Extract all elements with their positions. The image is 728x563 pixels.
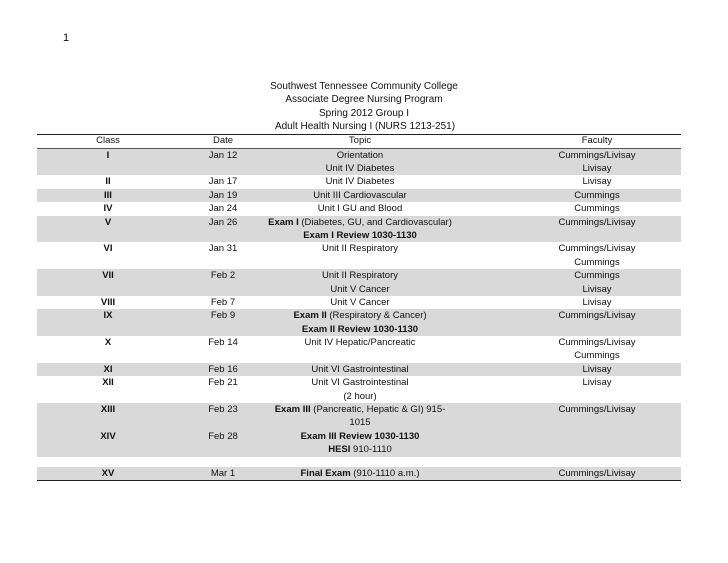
topic-text: Unit V Cancer xyxy=(330,296,390,308)
faculty-cell: Cummings/Livisay xyxy=(558,404,636,416)
faculty-cell: Livisay xyxy=(582,377,612,389)
topic-cell xyxy=(261,296,459,309)
topic-cell xyxy=(261,376,459,389)
class-cell: II xyxy=(105,176,111,188)
column-header-date: Date xyxy=(212,135,234,146)
topic-cell xyxy=(261,175,459,188)
topic-cell xyxy=(261,242,459,255)
topic-text: Unit IV Hepatic/Pancreatic xyxy=(304,337,416,349)
topic-cell xyxy=(261,390,459,403)
faculty-cell: Cummings/Livisay xyxy=(558,310,636,322)
faculty-cell: Cummings/Livisay xyxy=(558,337,636,349)
table-row xyxy=(37,148,681,162)
table-row xyxy=(37,162,681,175)
table-row xyxy=(37,229,681,242)
table-row xyxy=(37,416,681,429)
date-cell: Feb 21 xyxy=(208,377,238,389)
table-row xyxy=(37,175,681,188)
date-cell: Feb 23 xyxy=(208,404,238,416)
table-row xyxy=(37,256,681,269)
topic-cell xyxy=(261,309,459,322)
table-row xyxy=(37,216,681,229)
topic-cell xyxy=(261,443,459,456)
date-cell: Mar 1 xyxy=(210,467,236,479)
class-cell: V xyxy=(104,216,112,228)
topic-cell xyxy=(261,202,459,215)
topic-bold: Exam III Review 1030-1130 xyxy=(300,430,420,442)
class-cell: III xyxy=(104,189,112,201)
header-term: Spring 2012 Group I xyxy=(318,107,410,119)
faculty-cell: Cummings xyxy=(574,350,620,362)
topic-bold: Exam II xyxy=(293,310,327,322)
header-course: Adult Health Nursing I (NURS 1213-251) xyxy=(274,121,456,133)
faculty-cell: Cummings/Livisay xyxy=(558,243,636,255)
topic-text: Orientation xyxy=(336,149,384,161)
topic-cell xyxy=(261,336,459,349)
topic-text: (Respiratory & Cancer) xyxy=(326,310,427,322)
class-cell: VIII xyxy=(100,296,116,308)
table-row xyxy=(37,269,681,282)
topic-cell xyxy=(261,323,459,336)
topic-text: Unit V Cancer xyxy=(330,283,390,295)
schedule-table xyxy=(37,134,681,481)
topic-text: (2 hour) xyxy=(343,390,377,402)
class-cell: VI xyxy=(103,243,113,255)
topic-cell xyxy=(261,467,459,480)
date-cell: Feb 9 xyxy=(210,310,236,322)
table-row xyxy=(37,189,681,202)
class-cell: XIII xyxy=(100,404,116,416)
faculty-cell: Cummings/Livisay xyxy=(558,467,636,479)
topic-text: Unit II Respiratory xyxy=(321,243,399,255)
topic-bold: Exam III xyxy=(274,404,311,416)
topic-text: (Pancreatic, Hepatic & GI) 915- xyxy=(310,404,446,416)
topic-cell xyxy=(261,149,459,162)
table-row xyxy=(37,309,681,322)
faculty-cell: Livisay xyxy=(582,283,612,295)
date-cell: Jan 24 xyxy=(208,203,238,215)
table-row xyxy=(37,336,681,349)
table-row xyxy=(37,296,681,309)
class-cell: X xyxy=(104,337,112,349)
table-row xyxy=(37,363,681,376)
topic-cell xyxy=(261,416,459,429)
header-college: Southwest Tennessee Community College xyxy=(270,81,458,92)
faculty-cell: Livisay xyxy=(582,296,612,308)
topic-cell xyxy=(261,162,459,175)
table-row xyxy=(37,390,681,403)
topic-cell xyxy=(261,216,459,229)
faculty-cell: Cummings/Livisay xyxy=(558,149,636,161)
date-cell: Feb 2 xyxy=(210,270,236,282)
date-cell: Feb 16 xyxy=(208,363,238,375)
topic-bold: Exam I Review 1030-1130 xyxy=(303,229,417,241)
column-header-faculty: Faculty xyxy=(581,135,613,146)
date-cell: Jan 31 xyxy=(208,243,238,255)
class-cell: IX xyxy=(103,310,113,322)
topic-text: Unit II Respiratory xyxy=(321,270,399,282)
date-cell: Jan 17 xyxy=(208,176,238,188)
topic-text: 1015 xyxy=(349,417,371,429)
topic-text: Unit III Cardiovascular xyxy=(313,189,407,201)
table-row xyxy=(37,283,681,296)
date-cell: Jan 26 xyxy=(208,216,238,228)
date-cell: Feb 14 xyxy=(208,337,238,349)
date-cell: Jan 12 xyxy=(208,149,238,161)
topic-cell xyxy=(261,283,459,296)
table-row xyxy=(37,349,681,362)
faculty-cell: Livisay xyxy=(582,176,612,188)
table-row xyxy=(37,403,681,416)
table-row xyxy=(37,242,681,255)
date-cell: Feb 7 xyxy=(210,296,236,308)
table-gap xyxy=(37,457,681,467)
topic-bold: Exam II Review 1030-1130 xyxy=(301,323,419,335)
faculty-cell: Cummings xyxy=(574,189,620,201)
table-row xyxy=(37,323,681,336)
topic-cell xyxy=(261,229,459,242)
topic-bold: Final Exam xyxy=(300,467,351,479)
topic-bold: Exam I xyxy=(268,216,299,228)
class-cell: IV xyxy=(103,203,113,215)
table-row xyxy=(37,467,681,481)
topic-bold: HESI xyxy=(328,444,351,456)
topic-text: Unit I GU and Blood xyxy=(317,203,403,215)
topic-text: Unit VI Gastrointestinal xyxy=(311,363,409,375)
faculty-cell: Cummings/Livisay xyxy=(558,216,636,228)
topic-cell xyxy=(261,269,459,282)
topic-text: 910-1110 xyxy=(350,444,392,456)
class-cell: XIV xyxy=(100,430,116,442)
column-header-class: Class xyxy=(96,135,120,146)
table-row xyxy=(37,430,681,443)
topic-text: Unit IV Diabetes xyxy=(325,162,395,174)
topic-cell xyxy=(261,430,459,443)
topic-cell xyxy=(261,189,459,202)
class-cell: XI xyxy=(103,363,113,375)
document-header xyxy=(0,80,728,134)
class-cell: VII xyxy=(102,270,114,282)
table-row xyxy=(37,202,681,215)
topic-text: (910-1110 a.m.) xyxy=(350,467,420,479)
topic-text: Unit VI Gastrointestinal xyxy=(311,377,409,389)
faculty-cell: Cummings xyxy=(574,256,620,268)
table-row xyxy=(37,376,681,389)
topic-cell xyxy=(261,403,459,416)
class-cell: XII xyxy=(102,377,114,389)
class-cell: XV xyxy=(101,467,115,479)
faculty-cell: Cummings xyxy=(574,270,620,282)
topic-text: Unit IV Diabetes xyxy=(325,176,395,188)
table-row xyxy=(37,443,681,456)
faculty-cell: Cummings xyxy=(574,203,620,215)
class-cell: I xyxy=(106,149,110,161)
topic-cell xyxy=(261,363,459,376)
header-program: Associate Degree Nursing Program xyxy=(285,94,443,106)
column-header-topic: Topic xyxy=(348,135,372,146)
topic-text: (Diabetes, GU, and Cardiovascular) xyxy=(298,216,452,228)
faculty-cell: Livisay xyxy=(582,162,612,174)
date-cell: Feb 28 xyxy=(208,430,238,442)
column-header-row xyxy=(37,134,681,148)
page-number: 1 xyxy=(63,32,70,44)
date-cell: Jan 19 xyxy=(208,189,238,201)
faculty-cell: Livisay xyxy=(582,363,612,375)
